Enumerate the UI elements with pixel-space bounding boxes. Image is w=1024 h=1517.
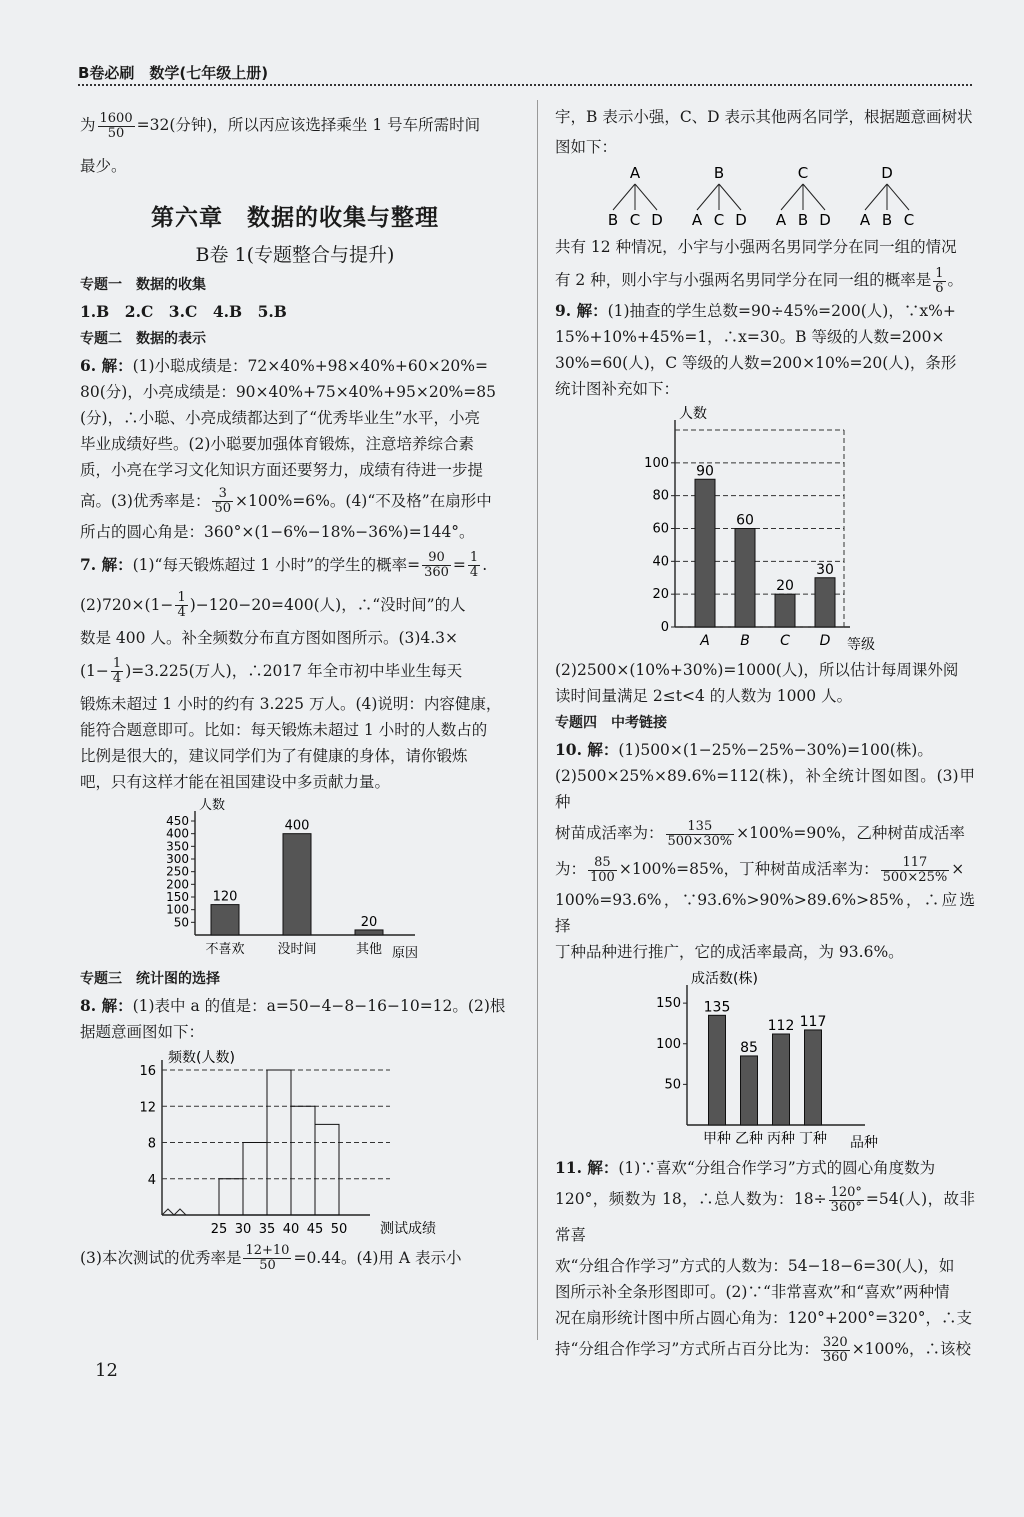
frac-numerator: 3	[212, 487, 233, 502]
histogram-bar	[219, 1178, 243, 1214]
q10-text: (1)500×(1−25%−25%−30%)=100(株)。	[618, 741, 933, 759]
tree-leaf-label: A	[859, 211, 871, 229]
frac-denominator: 50	[259, 1258, 276, 1273]
frac-numerator: 1	[112, 656, 122, 671]
y-tick-label: 40	[652, 554, 669, 570]
r-text: 。	[947, 271, 964, 289]
frac-numerator: 120°	[830, 1184, 862, 1200]
category-label: 其他	[355, 941, 383, 957]
category-label: D	[819, 633, 831, 649]
q9-text: (1)抽查的学生总数=90÷45%=200(人)，∵x%+	[607, 302, 956, 320]
tree-root-label: C	[797, 164, 809, 182]
bar-value-label: 135	[703, 999, 731, 1016]
q11-text: (1)∵喜欢“分组合作学习”方式的圆心角度数为	[618, 1159, 936, 1177]
y-tick-label: 100	[644, 455, 669, 471]
frac-denominator: 500×25%	[882, 869, 948, 885]
q6-text: ×100%=6%。(4)“不及格”在扇形中	[235, 491, 492, 510]
frac-numerator: 1600	[99, 110, 133, 126]
topic-heading-2: 专题二 数据的表示	[80, 330, 206, 347]
bar-value-label: 120	[212, 889, 238, 905]
q7-line: 吧，只有这样才能在祖国建设中多贡献力量。	[80, 772, 391, 791]
question-number: 11. 解：	[555, 1158, 619, 1177]
q8-fraction	[243, 1244, 291, 1273]
y-tick-label: 4	[147, 1172, 156, 1188]
q6-line: 毕业成绩好些。(2)小聪要加强体育锻炼，注意培养综合素	[80, 434, 474, 453]
bar	[735, 529, 755, 628]
y-tick-label: 16	[139, 1063, 156, 1079]
q6-text: 高。(3)优秀率是：	[80, 491, 211, 510]
q11-line: 图所示补全条形图即可。(2)∵“非常喜欢”和“喜欢”两种情	[555, 1283, 950, 1301]
q10-line	[555, 815, 975, 851]
q7-text: )=3.225(万人)，∴2017 年全市初中毕业生每天	[125, 661, 463, 680]
histogram-bar	[291, 1106, 315, 1215]
frac-denominator: 50	[107, 125, 125, 141]
y-tick-label: 300	[166, 851, 189, 866]
frac-denominator: 6	[935, 280, 944, 296]
tree-root-label: A	[629, 164, 641, 182]
y-tick-label: 200	[166, 876, 189, 891]
x-tick-label: 45	[306, 1221, 324, 1237]
y-tick-label: 400	[166, 826, 189, 841]
q10-text: ×100%=85%，丁种树苗成活率为：	[618, 860, 879, 878]
y-tick-label: 8	[147, 1136, 156, 1151]
q6-line: 80(分)，小亮成绩是：90×40%+75×40%+95×20%=85	[80, 382, 496, 401]
bar-value-label: 60	[736, 512, 754, 529]
tree-branch	[887, 184, 909, 210]
x-tick-label: 50	[330, 1221, 348, 1237]
category-label: 乙种	[735, 1131, 763, 1147]
bar	[709, 1015, 726, 1125]
q6-fraction	[212, 487, 233, 516]
r-line: 图如下：	[555, 138, 618, 156]
left-column	[80, 100, 510, 1276]
x-tick-label: 25	[210, 1221, 228, 1237]
running-header	[78, 62, 972, 82]
tree-branch	[781, 184, 803, 210]
bar-value-label: 20	[776, 578, 794, 595]
page-number: 12	[95, 1360, 118, 1381]
q7-line: 7. 解：(1)“每天锻炼超过 1 小时”的学生的概率= $\frac{90}{360}$ = $\frac{1}{4}$ .	[80, 550, 488, 580]
x-tick-label: 35	[258, 1221, 276, 1237]
question-6	[80, 353, 510, 545]
y-tick-label: 80	[652, 488, 669, 504]
q10-line	[555, 737, 975, 763]
q8-text: =0.44。(4)用 A 表示小	[293, 1248, 462, 1267]
x-axis-title: 品种	[850, 1135, 878, 1151]
frac-numerator: 12+10	[245, 1243, 290, 1258]
tree-branch	[613, 184, 635, 210]
chart-test-histogram	[80, 1045, 510, 1240]
q6-line	[80, 353, 510, 379]
section-subtitle: B卷 1(专题整合与提升)	[195, 243, 395, 266]
q11-line	[555, 1331, 975, 1367]
question-7	[80, 545, 510, 795]
tree-leaf-label: B	[797, 211, 809, 229]
bar	[775, 594, 795, 627]
question-number: 10. 解：	[555, 740, 619, 759]
q8-text: (3)本次测试的优秀率是	[80, 1248, 242, 1267]
intro-text-pre: 为	[80, 116, 96, 134]
frac-numerator: 85	[588, 856, 617, 871]
q8-line: 据题意画图如下：	[80, 1022, 205, 1041]
y-tick-label: 150	[656, 996, 681, 1012]
q11-line: 欢“分组合作学习”方式的人数为：54−18−6=30(人)，如	[555, 1257, 955, 1275]
x-axis-title: 测试成绩	[380, 1220, 436, 1237]
bar	[805, 1030, 822, 1125]
q9-line: 统计图补充如下：	[555, 380, 680, 398]
tree-branch	[803, 184, 825, 210]
y-tick-label: 450	[166, 813, 189, 828]
tree-root-label: D	[881, 164, 893, 182]
question-number: 8. 解：	[80, 995, 133, 1015]
y-tick-label: 100	[166, 902, 189, 917]
q11-line	[555, 1155, 975, 1181]
r-line	[555, 262, 975, 298]
bar-value-label: 117	[799, 1013, 827, 1030]
bar	[355, 929, 383, 934]
q8-line	[80, 1240, 510, 1276]
q6-line: 所占的圆心角是：360°×(1−6%−18%−36%)=144°。	[80, 522, 475, 541]
y-axis-title: 人数	[199, 797, 226, 813]
frac-numerator: 135	[666, 820, 735, 835]
bar	[695, 479, 715, 627]
tree-leaf-label: C	[629, 211, 641, 229]
q8-text: (1)表中 a 的值是：a=50−4−8−16−10=12。(2)根	[132, 996, 506, 1015]
chart-reasons	[80, 795, 510, 965]
tree-leaf-label: B	[881, 211, 893, 229]
q8-line	[80, 993, 510, 1019]
q7-text: (2)720×(1−	[80, 595, 174, 614]
q11-text: 持“分组合作学习”方式所占百分比为：	[555, 1340, 819, 1358]
topic-heading-4: 专题四 中考链接	[555, 715, 667, 731]
q7-fraction	[468, 551, 480, 580]
q7-line: 锻炼未超过 1 小时的约有 3.225 万人。(4)说明：内容健康，	[80, 694, 502, 713]
q7-line: 比例是很大的，建议同学们为了有健康的身体，请你锻炼	[80, 746, 468, 765]
q7-fraction	[111, 657, 123, 686]
tree-branch	[865, 184, 887, 210]
axis-break	[162, 1209, 186, 1215]
q6-text: (1)小聪成绩是：72×40%+98×40%+60×20%=	[132, 356, 488, 375]
frac-numerator: 117	[881, 856, 950, 871]
category-label: 甲种	[703, 1131, 731, 1147]
q10-text: 树苗成活率为：	[555, 824, 664, 842]
bar	[283, 833, 311, 934]
q10-fraction	[588, 856, 617, 885]
q7-line	[80, 651, 510, 691]
frac-denominator: 50	[214, 501, 232, 516]
q7-text: (1−	[80, 661, 109, 680]
tree-leaf-label: D	[819, 211, 831, 229]
intro-fraction	[98, 112, 135, 141]
tree-root-label: B	[713, 164, 725, 182]
frac-denominator: 100	[590, 869, 615, 885]
intro-line-2: 最少。	[80, 156, 127, 175]
bar	[741, 1056, 758, 1125]
chart-seedlings	[555, 965, 975, 1155]
topic1-answers	[80, 299, 510, 325]
q10-line: 丁种品种进行推广，它的成活率最高，为 93.6%。	[555, 943, 904, 961]
answers-text: 1.B 2.C 3.C 4.B 5.B	[80, 301, 287, 321]
tree-branch	[635, 184, 657, 210]
bar-value-label: 20	[360, 914, 378, 930]
frac-denominator: 360°	[830, 1199, 862, 1215]
topic-heading-1: 专题一 数据的收集	[80, 276, 206, 293]
r-text: 有 2 种，则小宇与小强两名男同学分在同一组的概率是	[555, 271, 932, 289]
q11-text: 120°，频数为 18，∴总人数为：18÷	[555, 1190, 827, 1208]
q10-line: (2)500×25%×89.6%=112(株)，补全统计图如图。(3)甲种	[555, 767, 975, 811]
frac-denominator: 500×30%	[667, 833, 733, 849]
intro-line-1	[80, 110, 510, 141]
bar	[815, 578, 835, 627]
y-tick-label: 150	[166, 889, 189, 904]
q9-line: (2)2500×(10%+30%)=1000(人)，所以估计每周课外阅	[555, 661, 959, 679]
chapter-title: 第六章 数据的收集与整理	[151, 203, 439, 231]
tree-leaf-label: B	[607, 211, 619, 229]
category-label: 没时间	[277, 941, 317, 957]
q11-text: =54(人)，故非常喜	[555, 1190, 975, 1244]
q7-line: 能符合题意即可。比如：每天锻炼未超过 1 小时的人数占的	[80, 720, 488, 739]
frac-numerator: 1	[469, 550, 479, 565]
question-number: 9. 解：	[555, 301, 608, 320]
bar-value-label: 400	[284, 818, 310, 834]
q7-fraction	[422, 551, 451, 580]
tree-leaf-label: A	[691, 211, 703, 229]
category-label: 丁种	[799, 1131, 827, 1147]
tree-leaf-label: D	[651, 211, 663, 229]
frac-numerator: 1	[935, 265, 944, 281]
y-tick-label: 12	[139, 1099, 156, 1115]
q11-line	[555, 1181, 975, 1253]
frac-numerator: 1	[177, 590, 186, 605]
tree-leaf-label: A	[775, 211, 787, 229]
question-number: 6. 解：	[80, 355, 133, 375]
q6-line: 质，小亮在学习文化知识方面还要努力，成绩有待进一步提	[80, 460, 484, 479]
y-tick-label: 60	[652, 521, 669, 537]
q10-text: ×	[951, 860, 965, 878]
r-fraction	[933, 267, 945, 296]
q7-line: 数是 400 人。补全频数分布直方图如图所示。(3)4.3×	[80, 628, 459, 647]
q10-line: 100%=93.6%，∵93.6%>90%>89.6%>85%，∴应选择	[555, 891, 975, 935]
q7-text: )−120−20=400(人)，∴“没时间”的人	[189, 595, 466, 614]
bar-value-label: 90	[696, 463, 714, 480]
column-divider	[537, 100, 538, 1340]
intro-text-post: =32(分钟)，所以丙应该选择乘坐 1 号车所需时间	[136, 116, 481, 134]
topic-heading-3: 专题三 统计图的选择	[80, 970, 220, 987]
q9-line: 15%+10%+45%=1，∴x=30。B 等级的人数=200×	[555, 328, 945, 346]
frac-denominator: 4	[177, 605, 186, 620]
y-axis-title: 成活数(株)	[691, 971, 758, 987]
y-tick-label: 20	[652, 587, 669, 603]
r-line: 共有 12 种情况，小宇与小强两名男同学分在同一组的情况	[555, 238, 957, 256]
q7-text: (1)“每天锻炼超过 1 小时”的学生的概率=	[132, 555, 421, 574]
q6-line: (分)，∴小聪、小亮成绩都达到了“优秀毕业生”水平，小亮	[80, 408, 480, 427]
tree-branch	[697, 184, 719, 210]
tree-leaf-label: C	[903, 211, 915, 229]
q6-line	[80, 483, 510, 519]
q10-fraction	[881, 856, 950, 885]
bar-value-label: 30	[816, 561, 834, 578]
tree-diagram	[555, 162, 975, 232]
q9-line: 30%=60(人)，C 等级的人数=200×10%=20(人)，条形	[555, 354, 957, 372]
header-rule	[78, 84, 972, 86]
y-axis-title: 频数(人数)	[168, 1049, 235, 1066]
y-tick-label: 350	[166, 838, 189, 853]
q10-text: 为：	[555, 860, 587, 878]
y-tick-label: 100	[656, 1036, 681, 1052]
category-label: 不喜欢	[205, 941, 245, 957]
q7-fraction	[175, 591, 187, 620]
chart-reading-levels	[555, 402, 975, 657]
q9-line: 读时间量满足 2≤t<4 的人数为 1000 人。	[555, 687, 853, 705]
frac-denominator: 4	[112, 671, 122, 686]
q11-line: 况在扇形统计图中所占圆心角为：120°+200°=320°，∴支	[555, 1309, 972, 1327]
q10-line	[555, 851, 975, 887]
q11-fraction	[829, 1186, 864, 1215]
q11-fraction	[821, 1336, 850, 1365]
frac-denominator: 360	[424, 565, 449, 580]
q10-text: ×100%=90%，乙种树苗成活率	[736, 824, 965, 842]
x-tick-label: 40	[282, 1221, 300, 1237]
category-label: A	[700, 633, 710, 649]
tree-leaf-label: C	[713, 211, 725, 229]
bar	[211, 904, 239, 934]
frac-numerator: 90	[422, 551, 451, 566]
tree-branch	[719, 184, 741, 210]
q7-line	[80, 585, 510, 625]
frac-denominator: 4	[469, 565, 479, 580]
bar-value-label: 85	[740, 1039, 758, 1056]
category-label: B	[740, 633, 750, 649]
question-number: 7. 解：	[80, 554, 133, 574]
frac-numerator: 320	[822, 1334, 848, 1350]
q10-fraction	[666, 820, 735, 849]
histogram-bar	[315, 1124, 339, 1215]
x-axis-title: 等级	[847, 637, 875, 653]
y-tick-label: 50	[173, 914, 189, 929]
x-tick-label: 30	[234, 1221, 252, 1237]
header-title: B卷必刷 数学(七年级上册)	[78, 64, 269, 82]
y-tick-label: 0	[660, 620, 669, 635]
q9-line	[555, 298, 975, 324]
category-label: C	[780, 633, 790, 649]
bar	[773, 1034, 790, 1125]
right-column	[555, 100, 975, 1367]
y-axis-title: 人数	[679, 406, 707, 422]
y-tick-label: 250	[166, 864, 189, 879]
r-line: 宇，B 表示小强，C、D 表示其他两名同学，根据题意画树状	[555, 108, 973, 126]
bar-value-label: 112	[767, 1018, 795, 1034]
frac-denominator: 360	[822, 1349, 848, 1365]
tree-leaf-label: D	[735, 211, 747, 229]
category-label: 丙种	[767, 1131, 795, 1147]
x-axis-title: 原因	[392, 945, 419, 961]
y-tick-label: 50	[664, 1077, 681, 1093]
q11-text: ×100%，∴该校	[851, 1340, 971, 1358]
